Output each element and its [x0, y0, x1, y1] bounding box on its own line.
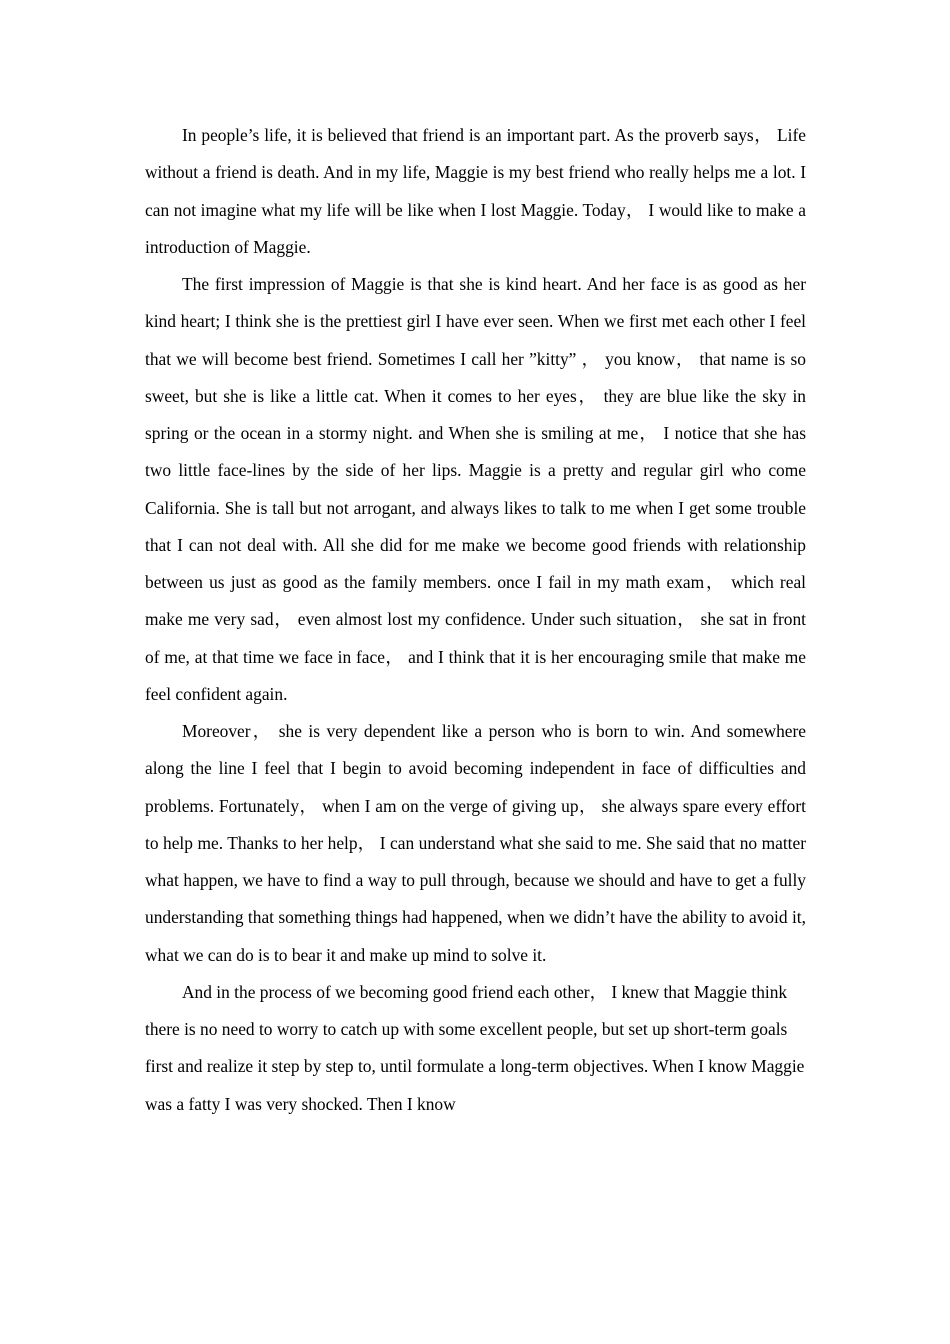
paragraph-good-friend-process: And in the process of we becoming good friend each other， I knew that Maggie think there is no need to worry to catch up with some excellent people, but set up short-term goals first and realize it step by step to, until formulate a long-term objectives. When I know Maggie was a fatty I was very shocked. Then I know — [145, 981, 805, 1114]
essay-body — [145, 117, 806, 1123]
paragraph-first-impression: The first impression of Maggie is that she is kind heart. And her face is as good as her kind heart; I think she is the prettiest girl I have ever seen. When we first met each other I feel that we will become best friend. Sometimes I call her ”kitty” ， you know， that name is so sweet, but she is like a little cat. When it comes to her eyes， they are blue like the sky in spring or the ocean in a stormy night. and When she is smiling at me， I notice that she has two little face-lines by the side of her lips. Maggie is a pretty and regular girl who come California. She is tall but not arrogant, and always likes to talk to me when I get some trouble that I can not deal with. All she did for me make we become good friends with relationship between us just as good as the family members. once I fail in my math exam， which real make me very sad， even almost lost my confidence. Under such situation， she sat in front of me, at that time we face in face， and I think that it is her encouraging smile that make me feel confident again. — [145, 274, 806, 704]
paragraph-introduction: In people’s life, it is believed that friend is an important part. As the proverb says， Life without a friend is death. And in my life, Maggie is my best friend who really helps me a lot. I can not imagine what my life will be like when I lost Maggie. Today， I would like to make a introduction of Maggie. — [145, 125, 806, 257]
paragraph-moreover: Moreover， she is very dependent like a person who is born to win. And somewhere along the line I feel that I begin to avoid becoming independent in face of difficulties and problems. Fortunately， when I am on the verge of giving up， she always spare every effort to help me. Thanks to her help， I can understand what she said to me. She said that no matter what happen, we have to find a way to pull through, because we should and have to get a fully understanding that something things had happened, when we didn’t have the ability to avoid it, what we can do is to bear it and make up mind to solve it. — [145, 721, 806, 965]
